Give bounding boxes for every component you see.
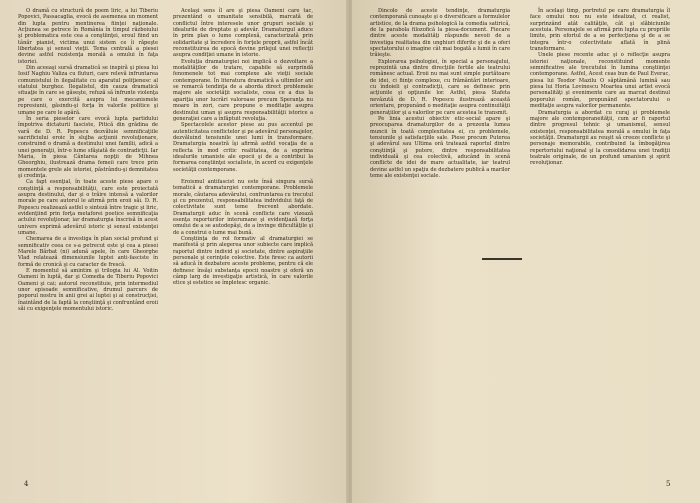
right-page-column-2	[530, 8, 670, 167]
left-page-column-1	[18, 8, 158, 313]
paragraph: Acelaşi sens îl are şi piesa Oameni care tac, prezentând o umanitate sensibilă, marcată de conflictul între interesele unor grupuri sociale şi idealurile de dreptate şi adevăr. Dramaturgul aduce în prim plan o lume complexă, caracterizată prin solidaritate şi încredere în forţele proprii, astfel încât reconstituirea de epocă devine prilejul unei reflecţii asupra condiţiei umane în istorie.	[173, 8, 313, 59]
paragraph: Explorarea psihologiei, în special a personajului, reprezintă una dintre direcţiile fertile ale teatrului românesc actual. Eroii nu mai sunt simple purtătoare de idei, ci fiinţe complexe, cu frământări interioare, cu îndoieli şi contradicţii, care se definesc prin acţiunile şi opţiunile lor. Astfel, piesa Stafeta nevăzută de D. R. Popescu ilustrează această orientare, propunând o meditaţie asupra continuităţii generaţiilor şi a valorilor pe care acestea le transmit.	[370, 58, 510, 116]
paragraph: Dramaturgia a abordat cu curaj şi problemele majore ale contemporaneităţii, cum ar fi raportul dintre progresul tehnic şi umanismul, sensul existenţei, responsabilitatea morală a omului în faţa societăţii. Dramaturgii au reuşit să creeze conflicte şi personaje memorabile, contribuind la îmbogăţirea repertoriului naţional şi la consolidarea unei tradiţii teatrale originale, de un profund umanism şi spirit revoluţionar.	[530, 109, 670, 167]
paragraph: O dramă cu structură de poem liric, a lui Tiberiu Popovici, Passacaglia, evocă de asemenea un moment din lupta pentru mentinerea fiinţei naţionale. Acţiunea se petrece în România în timpul războiului şi problematica este cea a conştiinţei, eroul fiind un tânăr pianist, victima unui sistem ce îi răpeşte libertatea şi sensul vieţii. Tema centrală a piesei devine astfel rezistenţa morală a omului în faţa istoriei.	[18, 8, 158, 65]
paragraph: Conştiinţa de rol formativ al dramaturgiei se manifestă şi prin alegerea unor subiecte care implică raportul dintre individ şi societate, dintre aspiraţiile personale şi cerinţele colective. Este firesc ca autorii să aducă în dezbatere aceste probleme, pentru că ele definesc însăşi substanţa epocii noastre şi oferă un câmp larg de investigaţie artistică, în care valorile etice şi estetice se împletesc organic.	[173, 236, 313, 287]
paragraph: În seria pieselor care evocă lupta partidului împotriva dictaturii fasciste, Pitică din grădina de vară de D. R. Popescu dezvăluie semnificaţiile sacrificiului eroic în slujba acţiunii revoluţionare, construind o dramă a destinului unei familii, adică a unei generaţii, într-o lume sfâşiată de contradicţii. Iar Maria, în piesa Cântarea nopţii de Mihnea Gheorghiu, ilustrează drama femeii care trece prin momentele grele ale istoriei, păstrându-şi demnitatea şi credinţa.	[18, 115, 158, 179]
paragraph: Chemarea de a investiga în plan social profund şi semnificativ ceea ce s-a petrecut este şi cea a piesei Marele Bărbat (ni) adună apele, în care Gheorghe Vlad relatează dimensiunile luptei anti-fasciste în formă de cronică şi cu caracter de frescă.	[18, 236, 158, 268]
paragraph: Dincolo de aceste tendinţe, dramaturgia contemporană cunoaşte şi o diversificare a formulelor artistice, de la drama psihologică la comedia satirică, de la parabola filozofică la piesa-document. Fiecare dintre aceste modalităţi răspunde nevoii de a investiga realitatea din unghiuri diferite şi de a oferi spectatorului o imagine cât mai bogată a lumii în care trăieşte.	[370, 8, 510, 59]
paragraph: Spectacolele acestor piese au pus accentul pe autenticitatea conflictelor şi pe adevărul personajelor, dezvăluind tensiunile unei lumi în transformare. Dramaturgia noastră îşi afirmă astfel vocaţia de a reflecta în mod critic realitatea, de a exprima idealurile umaniste ale epocii şi de a contribui la formarea conştiinţei socialiste, în acord cu exigenţele societăţii contemporane.	[173, 122, 313, 173]
paragraph: În acelaşi timp, portretul pe care dramaturgia îl face omului nou nu este idealizat, ci realist, surprinzând atât calităţile, cât şi slăbiciunile acestuia. Personajele se afirmă prin lupta cu propriile limite, prin efortul de a se perfecţiona şi de a se integra într-o colectivitate aflată în plină transformare.	[530, 8, 670, 53]
right-page	[352, 0, 700, 503]
paragraph: Eroismul antifascist nu este însă singura sursă tematică a dramaturgiei contemporane. Problemele morale, căutarea adevărului, confruntarea cu trecutul şi cu prezentul, responsabilitatea individului faţă de colectivitate sunt teme frecvent abordate. Dramaturgii aduc în scenă conflicte care vizează esenţa raporturilor interumane şi evidenţiază forţa omului de a se autodepăşi, de a învinge dificultăţile şi de a construi o lume mai bună.	[173, 178, 313, 236]
paragraph: Unele piese recente aduc şi o reflecţie asupra istoriei naţionale, reconstituind momente semnificative ale trecutului în lumina conştiinţei contemporane. Astfel, Acest ceas bun de Paul Everac, piesa lui Teodor Mazilu O săptămână lumină sau piesa lui Horia Lovinescu Moartea unui artist evocă personalităţi şi evenimente care au marcat destinul poporului român, propunând spectatorului o meditaţie asupra valorilor permanente.	[530, 52, 670, 110]
paragraph: Ca fapt esenţial, în toate aceste piese apare o conştiinţă a responsabilităţii, care este proiectată asupra destinului, dar şi o trăire intensă a valorilor morale pe care autorul le afirmă prin eroii săi. D. R. Popescu realizează astfel o sinteză între tragic şi liric, evidenţiind prin forţa metaforei poetice semnificaţia actului revoluţionar, iar dramaturgia înscrisă în acest univers exprimă adevărul istoric şi sensul existenţei umane.	[18, 179, 158, 237]
paragraph: E momentul să amintim şi trilogia lui Al. Voitin Oameni în luptă, dar şi Comedia de Tiberiu Popovici Oameni şi cai; autorul reconstituie, prin intermediul unor episoade semnificative, drumul parcurs de poporul nostru în anii grei ai luptei şi ai construcţiei, înaintând de la faptă la conştiinţă şi confruntând eroii săi cu exigenţele momentului istoric.	[18, 268, 158, 313]
paragraph: Pe linia acestui obiectiv etic-social apare şi preocuparea dramaturgilor de a prezenta lumea muncii în toată complexitatea ei, cu problemele, tensiunile şi satisfacţiile sale. Piese precum Puterea şi adevărul sau Ultima oră tratează raportul dintre conştiinţă şi putere, dintre responsabilitatea individuală şi cea colectivă, aducând în scenă conflicte de idei de mare actualitate, iar teatrul devine astfel un spaţiu de dezbatere publică a marilor teme ale existenţei sociale.	[370, 115, 510, 179]
margin-line-mark	[482, 258, 522, 260]
right-page-column-1	[370, 8, 510, 179]
left-page	[0, 0, 348, 503]
left-page-column-2	[173, 8, 313, 287]
page-number-left: 4	[24, 480, 29, 488]
paragraph: Evoluţia dramaturgiei noi implică o dezvoltare a modalităţilor de tratare, capabile să surprindă fenomenele tot mai complexe ale vieţii sociale contemporane. În literatura dramatică a ultimilor ani se remarcă tendinţa de a aborda direct problemele majore ale societăţii socialiste, ceea ce a dus la apariţia unor lucrări valoroase precum Speranţa nu moare în zori, care propune o meditaţie asupra destinului uman şi asupra responsabilităţii istorice a generaţiei care a înfăptuit revoluţia.	[173, 58, 313, 122]
paragraph: Din aceeaşi sursă dramatică se inspiră şi piesa lui Iosif Naghiu Valiza cu fluturi, care relevă infruntarea comunistului în ilegalitate cu aparatul poliţienesc al statului burghez. Ilegalistul, din cauza dramatică situaţie în care se găseşte, refuză să înfrunte violenţa pe care o exercită asupra lui mecanismele represiunii, găsindu-şi forţa în valorile politice şi umane pe care le apără.	[18, 65, 158, 116]
page-number-right: 5	[666, 480, 671, 488]
